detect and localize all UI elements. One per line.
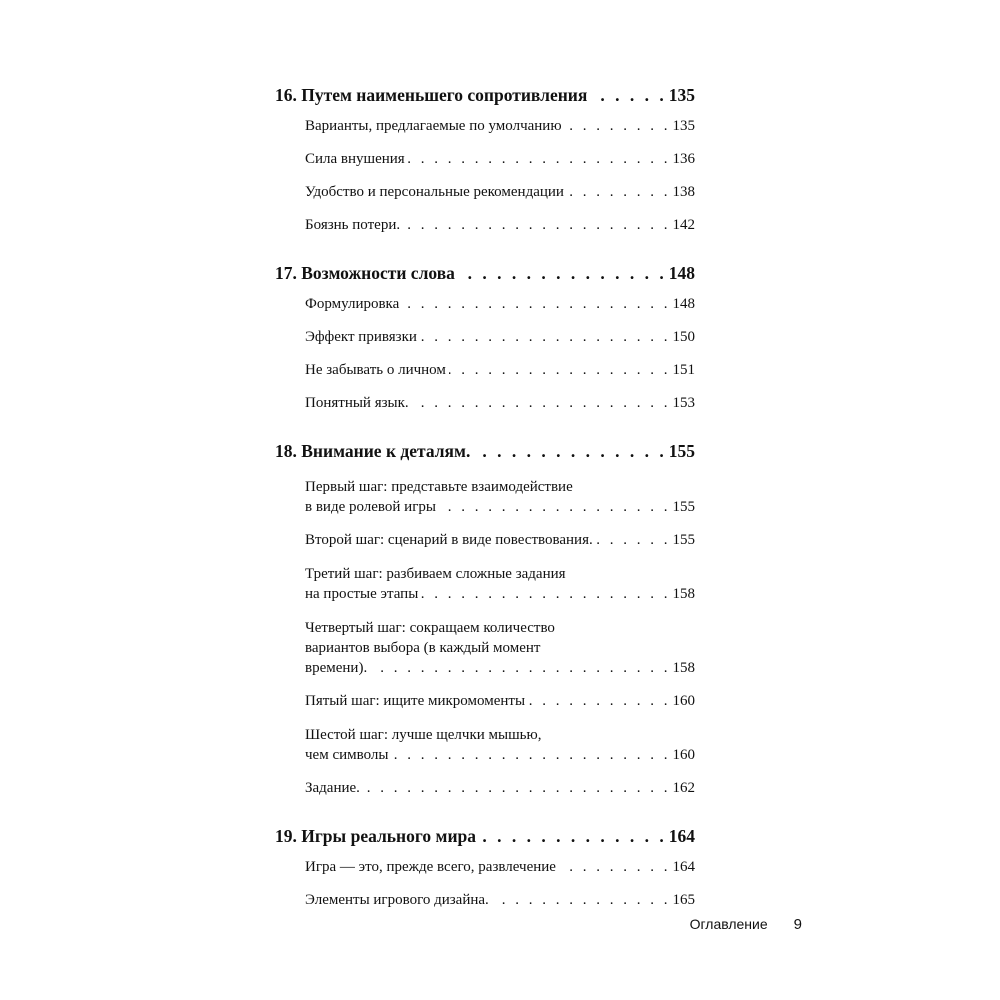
section-entry	[275, 851, 695, 884]
section-title-line: Четвертый шаг: сокращаем количество	[305, 620, 555, 636]
dot-leader	[402, 288, 670, 321]
dot-leader	[449, 354, 671, 387]
section-page: 158	[672, 586, 695, 602]
section-title-line: вариантов выбора (в каждый момент	[305, 640, 541, 656]
dot-leader	[403, 209, 670, 242]
section-entry	[275, 209, 695, 242]
chapter-page: 135	[668, 85, 695, 105]
dot-leader	[370, 658, 670, 678]
section-entry	[275, 354, 695, 387]
dot-leader	[479, 821, 667, 851]
section-entry	[275, 524, 695, 557]
section-entry	[275, 288, 695, 321]
chapter-page: 148	[668, 263, 695, 283]
section-page: 155	[672, 499, 695, 515]
table-of-contents	[275, 80, 695, 933]
section-page: 136	[672, 151, 695, 167]
dot-leader	[420, 321, 671, 354]
dot-leader	[473, 436, 666, 466]
section-title: Пятый шаг: ищите микромоменты	[305, 693, 526, 709]
section-title: Формулировка	[305, 296, 400, 312]
section-title: чем символы	[305, 747, 389, 763]
section-entry	[275, 143, 695, 176]
section-title: Эффект привязки	[305, 329, 417, 345]
chapter-page: 155	[668, 441, 695, 461]
section-page: 148	[672, 296, 695, 312]
section-entry	[275, 772, 695, 805]
chapter-title: 19. Игры реального мира	[275, 826, 477, 846]
section-title: на простые этапы	[305, 586, 419, 602]
chapter-heading	[275, 436, 695, 466]
section-entry	[275, 321, 695, 354]
section-title: Боязнь потери.	[305, 217, 401, 233]
dot-leader	[439, 497, 671, 517]
section-entry	[275, 176, 695, 209]
section-title-line: Первый шаг: представьте взаимодействие	[305, 479, 573, 495]
section-page: 153	[672, 395, 695, 411]
section-title-line: Третий шаг: разбиваем сложные задания	[305, 566, 566, 582]
section-entry	[275, 110, 695, 143]
running-footer-label: Оглавление	[689, 916, 768, 932]
dot-leader	[391, 745, 670, 765]
chapter-18	[275, 436, 695, 805]
section-title: Игра — это, прежде всего, развлечение	[305, 859, 556, 875]
dot-leader	[565, 110, 671, 143]
section-entry	[275, 685, 695, 718]
section-entry	[275, 718, 695, 772]
dot-leader	[408, 143, 671, 176]
section-title: Удобство и персональные рекомендации	[305, 184, 564, 200]
chapter-16	[275, 80, 695, 242]
dot-leader	[590, 80, 666, 110]
dot-leader	[528, 685, 670, 718]
section-entry	[275, 611, 695, 685]
section-page: 142	[672, 217, 695, 233]
section-entry	[275, 470, 695, 524]
section-page: 151	[672, 362, 695, 378]
section-entry	[275, 387, 695, 420]
page-number: 9	[793, 916, 802, 933]
dot-leader	[567, 176, 671, 209]
section-page: 164	[672, 859, 695, 875]
chapter-title: 17. Возможности слова	[275, 263, 455, 283]
section-page: 150	[672, 329, 695, 345]
dot-leader	[458, 258, 667, 288]
section-page: 135	[672, 118, 695, 134]
section-page: 158	[672, 660, 695, 676]
section-title: в виде ролевой игры	[305, 499, 436, 515]
dot-leader	[412, 387, 671, 420]
section-page: 160	[672, 693, 695, 709]
chapter-heading	[275, 80, 695, 110]
chapter-title: 18. Внимание к деталям.	[275, 441, 471, 461]
chapter-17	[275, 258, 695, 420]
dot-leader	[421, 584, 670, 604]
dot-leader	[492, 884, 671, 917]
dot-leader	[363, 772, 671, 805]
page-footer	[640, 916, 802, 933]
section-page: 165	[672, 892, 695, 908]
section-title: Элементы игрового дизайна.	[305, 892, 489, 908]
section-title: Понятный язык.	[305, 395, 409, 411]
dot-leader	[559, 851, 671, 884]
chapter-title: 16. Путем наименьшего сопротивления	[275, 85, 588, 105]
section-title: Второй шаг: сценарий в виде повествования.	[305, 532, 593, 548]
chapter-19	[275, 821, 695, 917]
section-title: Не забывать о личном	[305, 362, 446, 378]
section-page: 162	[672, 780, 695, 796]
section-title: Задание.	[305, 780, 360, 796]
section-title: Варианты, предлагаемые по умолчанию	[305, 118, 562, 134]
section-page: 160	[672, 747, 695, 763]
section-title: времени).	[305, 660, 368, 676]
section-page: 155	[672, 532, 695, 548]
chapter-heading	[275, 821, 695, 851]
chapter-heading	[275, 258, 695, 288]
section-entry	[275, 557, 695, 611]
chapter-page: 164	[668, 826, 695, 846]
dot-leader	[596, 524, 671, 557]
section-title: Сила внушения	[305, 151, 405, 167]
section-entry	[275, 884, 695, 917]
section-page: 138	[672, 184, 695, 200]
section-title-line: Шестой шаг: лучше щелчки мышью,	[305, 727, 542, 743]
